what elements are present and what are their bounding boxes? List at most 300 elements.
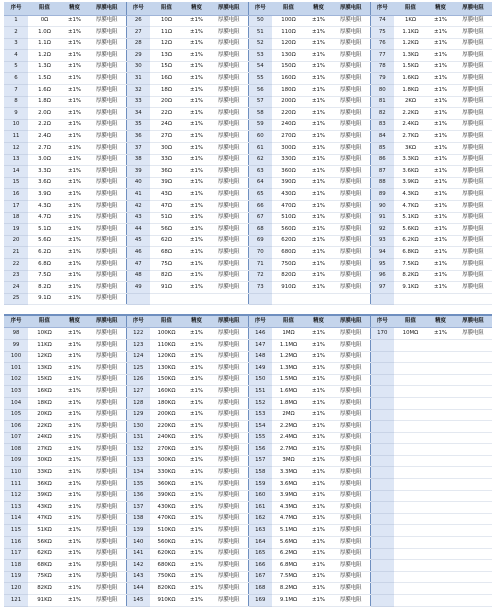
table-row: [4, 154, 492, 166]
index-cell: 107: [4, 432, 28, 444]
empty-cell: [454, 432, 492, 444]
table-row: [4, 189, 492, 201]
resistance-cell: 430Ω: [272, 189, 305, 201]
index-cell: 138: [126, 513, 150, 525]
resistance-cell: 7.5Ω: [28, 270, 61, 282]
table-body: [4, 2, 492, 606]
resistance-cell: 680KΩ: [150, 560, 183, 572]
precision-cell: ±1%: [183, 270, 210, 282]
resistance-cell: 91KΩ: [28, 595, 61, 607]
header-resistance: 阻值: [150, 2, 183, 15]
resistance-cell: 62Ω: [150, 235, 183, 247]
index-cell: 130: [126, 421, 150, 433]
type-cell: 厚膜电阻: [210, 166, 248, 178]
resistance-cell: 68KΩ: [28, 560, 61, 572]
precision-cell: ±1%: [61, 38, 88, 50]
index-cell: 30: [126, 61, 150, 73]
header-index: 序号: [4, 2, 28, 15]
precision-cell: ±1%: [305, 166, 332, 178]
resistance-cell: 1.1MΩ: [272, 339, 305, 351]
index-cell: 33: [126, 96, 150, 108]
resistance-cell: 5.6KΩ: [394, 224, 427, 236]
index-cell: 167: [248, 571, 272, 583]
type-cell: 厚膜电阻: [210, 583, 248, 595]
resistance-cell: 680Ω: [272, 247, 305, 259]
type-cell: 厚膜电阻: [210, 282, 248, 294]
table-row: [4, 386, 492, 398]
empty-cell: [394, 455, 427, 467]
type-cell: 厚膜电阻: [210, 467, 248, 479]
precision-cell: ±1%: [61, 397, 88, 409]
empty-cell: [427, 502, 454, 514]
resistance-cell: 68Ω: [150, 247, 183, 259]
precision-cell: ±1%: [183, 595, 210, 607]
header-precision: 精度: [427, 2, 454, 15]
index-cell: 98: [4, 328, 28, 340]
type-cell: 厚膜电阻: [88, 409, 126, 421]
index-cell: 132: [126, 444, 150, 456]
empty-cell: [370, 455, 394, 467]
empty-cell: [427, 397, 454, 409]
precision-cell: ±1%: [183, 38, 210, 50]
empty-cell: [370, 374, 394, 386]
index-cell: 65: [248, 189, 272, 201]
type-cell: 厚膜电阻: [88, 513, 126, 525]
index-cell: 74: [370, 15, 394, 27]
resistance-cell: 3.3MΩ: [272, 467, 305, 479]
precision-cell: ±1%: [183, 444, 210, 456]
resistance-cell: 3.9Ω: [28, 189, 61, 201]
type-cell: 厚膜电阻: [210, 339, 248, 351]
index-cell: 157: [248, 455, 272, 467]
precision-cell: ±1%: [427, 235, 454, 247]
empty-cell: [370, 479, 394, 491]
index-cell: 116: [4, 537, 28, 549]
empty-cell: [427, 455, 454, 467]
precision-cell: ±1%: [61, 548, 88, 560]
resistance-cell: 270KΩ: [150, 444, 183, 456]
type-cell: 厚膜电阻: [454, 96, 492, 108]
empty-cell: [370, 397, 394, 409]
resistance-cell: 360Ω: [272, 166, 305, 178]
empty-cell: [394, 467, 427, 479]
precision-cell: ±1%: [183, 560, 210, 572]
header-index: 序号: [370, 315, 394, 328]
precision-cell: ±1%: [61, 560, 88, 572]
index-cell: 126: [126, 374, 150, 386]
precision-cell: ±1%: [61, 479, 88, 491]
index-cell: 106: [4, 421, 28, 433]
type-cell: 厚膜电阻: [332, 258, 370, 270]
precision-cell: ±1%: [427, 50, 454, 62]
index-cell: 112: [4, 490, 28, 502]
resistance-cell: 91Ω: [150, 282, 183, 294]
header-resistance: 阻值: [394, 2, 427, 15]
resistance-cell: 620Ω: [272, 235, 305, 247]
resistance-cell: 200Ω: [272, 96, 305, 108]
resistance-cell: 180KΩ: [150, 397, 183, 409]
type-cell: 厚膜电阻: [210, 189, 248, 201]
precision-cell: ±1%: [183, 247, 210, 259]
empty-cell: [305, 293, 332, 305]
precision-cell: ±1%: [305, 189, 332, 201]
block-divider: [4, 305, 492, 315]
index-cell: 149: [248, 363, 272, 375]
type-cell: 厚膜电阻: [210, 351, 248, 363]
empty-cell: [454, 293, 492, 305]
precision-cell: ±1%: [305, 537, 332, 549]
resistance-cell: 100KΩ: [150, 328, 183, 340]
header-precision: 精度: [427, 315, 454, 328]
index-cell: 76: [370, 38, 394, 50]
precision-cell: ±1%: [61, 27, 88, 39]
empty-cell: [427, 583, 454, 595]
type-cell: 厚膜电阻: [332, 467, 370, 479]
header-index: 序号: [126, 315, 150, 328]
header-precision: 精度: [305, 2, 332, 15]
resistance-cell: 2.7KΩ: [394, 131, 427, 143]
resistance-cell: 11Ω: [150, 27, 183, 39]
header-index: 序号: [126, 2, 150, 15]
empty-cell: [454, 444, 492, 456]
index-cell: 87: [370, 166, 394, 178]
resistance-cell: 22KΩ: [28, 421, 61, 433]
index-cell: 153: [248, 409, 272, 421]
type-cell: 厚膜电阻: [88, 270, 126, 282]
index-cell: 69: [248, 235, 272, 247]
empty-cell: [427, 444, 454, 456]
precision-cell: ±1%: [61, 73, 88, 85]
type-cell: 厚膜电阻: [210, 154, 248, 166]
resistance-cell: 39KΩ: [28, 490, 61, 502]
type-cell: 厚膜电阻: [210, 328, 248, 340]
index-cell: 26: [126, 15, 150, 27]
type-cell: 厚膜电阻: [332, 15, 370, 27]
resistance-cell: 36KΩ: [28, 479, 61, 491]
precision-cell: ±1%: [183, 537, 210, 549]
resistance-cell: 330KΩ: [150, 467, 183, 479]
type-cell: 厚膜电阻: [332, 247, 370, 259]
precision-cell: ±1%: [183, 143, 210, 155]
precision-cell: ±1%: [305, 374, 332, 386]
type-cell: 厚膜电阻: [88, 212, 126, 224]
resistance-cell: 510KΩ: [150, 525, 183, 537]
table-row: [4, 27, 492, 39]
precision-cell: ±1%: [183, 467, 210, 479]
header-resistance: 阻值: [272, 2, 305, 15]
index-cell: 118: [4, 560, 28, 572]
type-cell: 厚膜电阻: [88, 38, 126, 50]
type-cell: 厚膜电阻: [454, 282, 492, 294]
resistance-cell: 2KΩ: [394, 96, 427, 108]
precision-cell: ±1%: [61, 96, 88, 108]
type-cell: 厚膜电阻: [88, 177, 126, 189]
precision-cell: ±1%: [61, 595, 88, 607]
precision-cell: ±1%: [183, 351, 210, 363]
precision-cell: ±1%: [183, 397, 210, 409]
divider-cell: [370, 305, 394, 315]
index-cell: 22: [4, 258, 28, 270]
index-cell: 1: [4, 15, 28, 27]
index-cell: 144: [126, 583, 150, 595]
precision-cell: ±1%: [183, 282, 210, 294]
type-cell: 厚膜电阻: [332, 595, 370, 607]
precision-cell: ±1%: [183, 85, 210, 97]
resistance-cell: 24KΩ: [28, 432, 61, 444]
precision-cell: ±1%: [183, 409, 210, 421]
resistance-cell: 5.1MΩ: [272, 525, 305, 537]
index-cell: 2: [4, 27, 28, 39]
resistance-cell: 1.3MΩ: [272, 363, 305, 375]
resistance-cell: 3MΩ: [272, 455, 305, 467]
resistance-cell: 220KΩ: [150, 421, 183, 433]
resistance-cell: 22Ω: [150, 108, 183, 120]
index-cell: 155: [248, 432, 272, 444]
precision-cell: ±1%: [305, 525, 332, 537]
empty-cell: [454, 583, 492, 595]
index-cell: 125: [126, 363, 150, 375]
resistance-cell: 16Ω: [150, 73, 183, 85]
index-cell: 81: [370, 96, 394, 108]
index-cell: 109: [4, 455, 28, 467]
type-cell: 厚膜电阻: [454, 258, 492, 270]
index-cell: 55: [248, 73, 272, 85]
empty-cell: [454, 560, 492, 572]
resistance-cell: 9.1KΩ: [394, 282, 427, 294]
type-cell: 厚膜电阻: [454, 224, 492, 236]
type-cell: 厚膜电阻: [332, 119, 370, 131]
type-cell: 厚膜电阻: [210, 61, 248, 73]
index-cell: 111: [4, 479, 28, 491]
empty-cell: [394, 537, 427, 549]
empty-cell: [394, 560, 427, 572]
resistance-cell: 3.6Ω: [28, 177, 61, 189]
resistance-cell: 360KΩ: [150, 479, 183, 491]
index-cell: 4: [4, 50, 28, 62]
type-cell: 厚膜电阻: [88, 444, 126, 456]
resistance-cell: 39Ω: [150, 177, 183, 189]
table-row: [4, 143, 492, 155]
precision-cell: ±1%: [61, 224, 88, 236]
index-cell: 21: [4, 247, 28, 259]
index-cell: 17: [4, 201, 28, 213]
type-cell: 厚膜电阻: [210, 27, 248, 39]
resistance-cell: 33KΩ: [28, 467, 61, 479]
index-cell: 3: [4, 38, 28, 50]
precision-cell: ±1%: [183, 50, 210, 62]
precision-cell: ±1%: [427, 258, 454, 270]
precision-cell: ±1%: [305, 61, 332, 73]
precision-cell: ±1%: [183, 455, 210, 467]
type-cell: 厚膜电阻: [210, 386, 248, 398]
resistance-cell: 1.8MΩ: [272, 397, 305, 409]
table-row: [4, 293, 492, 305]
index-cell: 110: [4, 467, 28, 479]
type-cell: 厚膜电阻: [332, 201, 370, 213]
type-cell: 厚膜电阻: [332, 224, 370, 236]
type-cell: 厚膜电阻: [88, 467, 126, 479]
header-type: 厚膜电阻: [454, 315, 492, 328]
index-cell: 93: [370, 235, 394, 247]
precision-cell: ±1%: [305, 328, 332, 340]
empty-cell: [454, 571, 492, 583]
type-cell: 厚膜电阻: [454, 108, 492, 120]
index-cell: 12: [4, 143, 28, 155]
table-row: [4, 444, 492, 456]
type-cell: 厚膜电阻: [454, 73, 492, 85]
divider-cell: [210, 305, 248, 315]
type-cell: 厚膜电阻: [88, 421, 126, 433]
precision-cell: ±1%: [61, 328, 88, 340]
type-cell: 厚膜电阻: [210, 247, 248, 259]
resistor-table: [4, 2, 492, 607]
type-cell: 厚膜电阻: [210, 224, 248, 236]
precision-cell: ±1%: [61, 15, 88, 27]
type-cell: 厚膜电阻: [210, 201, 248, 213]
index-cell: 48: [126, 270, 150, 282]
empty-cell: [427, 293, 454, 305]
type-cell: 厚膜电阻: [332, 386, 370, 398]
empty-cell: [370, 548, 394, 560]
resistance-cell: 240Ω: [272, 119, 305, 131]
precision-cell: ±1%: [305, 444, 332, 456]
header-resistance: 阻值: [394, 315, 427, 328]
index-cell: 82: [370, 108, 394, 120]
precision-cell: ±1%: [183, 119, 210, 131]
precision-cell: ±1%: [305, 15, 332, 27]
empty-cell: [427, 490, 454, 502]
header-resistance: 阻值: [28, 315, 61, 328]
resistance-cell: 1.8KΩ: [394, 85, 427, 97]
precision-cell: ±1%: [61, 374, 88, 386]
index-cell: 100: [4, 351, 28, 363]
resistance-cell: 300KΩ: [150, 455, 183, 467]
resistance-cell: 510Ω: [272, 212, 305, 224]
precision-cell: ±1%: [427, 85, 454, 97]
divider-cell: [248, 305, 272, 315]
empty-cell: [427, 595, 454, 607]
index-cell: 97: [370, 282, 394, 294]
type-cell: 厚膜电阻: [88, 73, 126, 85]
resistance-cell: 120Ω: [272, 38, 305, 50]
index-cell: 59: [248, 119, 272, 131]
empty-cell: [427, 421, 454, 433]
precision-cell: ±1%: [183, 61, 210, 73]
header-index: 序号: [248, 315, 272, 328]
resistance-cell: 430KΩ: [150, 502, 183, 514]
precision-cell: ±1%: [305, 177, 332, 189]
resistance-cell: 470KΩ: [150, 513, 183, 525]
resistance-cell: 56Ω: [150, 224, 183, 236]
resistance-cell: 2.7Ω: [28, 143, 61, 155]
type-cell: 厚膜电阻: [88, 328, 126, 340]
type-cell: 厚膜电阻: [454, 15, 492, 27]
index-cell: 119: [4, 571, 28, 583]
type-cell: 厚膜电阻: [88, 537, 126, 549]
index-cell: 16: [4, 189, 28, 201]
index-cell: 147: [248, 339, 272, 351]
divider-cell: [454, 305, 492, 315]
precision-cell: ±1%: [305, 119, 332, 131]
precision-cell: ±1%: [305, 201, 332, 213]
precision-cell: ±1%: [61, 571, 88, 583]
type-cell: 厚膜电阻: [210, 177, 248, 189]
precision-cell: ±1%: [183, 525, 210, 537]
type-cell: 厚膜电阻: [210, 38, 248, 50]
empty-cell: [370, 595, 394, 607]
table-row: [4, 258, 492, 270]
index-cell: 108: [4, 444, 28, 456]
type-cell: 厚膜电阻: [210, 502, 248, 514]
index-cell: 49: [126, 282, 150, 294]
type-cell: 厚膜电阻: [332, 96, 370, 108]
resistance-cell: 1.6KΩ: [394, 73, 427, 85]
table-row: [4, 467, 492, 479]
header-precision: 精度: [61, 2, 88, 15]
index-cell: 67: [248, 212, 272, 224]
index-cell: 23: [4, 270, 28, 282]
precision-cell: ±1%: [183, 235, 210, 247]
header-resistance: 阻值: [28, 2, 61, 15]
resistance-cell: 36Ω: [150, 166, 183, 178]
empty-cell: [427, 548, 454, 560]
type-cell: 厚膜电阻: [332, 397, 370, 409]
type-cell: 厚膜电阻: [332, 421, 370, 433]
empty-cell: [427, 351, 454, 363]
index-cell: 121: [4, 595, 28, 607]
type-cell: 厚膜电阻: [88, 293, 126, 305]
index-cell: 47: [126, 258, 150, 270]
empty-cell: [370, 467, 394, 479]
precision-cell: ±1%: [61, 282, 88, 294]
index-cell: 86: [370, 154, 394, 166]
resistance-cell: 270Ω: [272, 131, 305, 143]
empty-cell: [454, 525, 492, 537]
header-type: 厚膜电阻: [88, 2, 126, 15]
precision-cell: ±1%: [427, 15, 454, 27]
index-cell: 31: [126, 73, 150, 85]
index-cell: 45: [126, 235, 150, 247]
index-cell: 44: [126, 224, 150, 236]
resistance-cell: 820KΩ: [150, 583, 183, 595]
precision-cell: ±1%: [427, 96, 454, 108]
precision-cell: ±1%: [61, 537, 88, 549]
precision-cell: ±1%: [61, 85, 88, 97]
type-cell: 厚膜电阻: [210, 235, 248, 247]
resistance-cell: 1MΩ: [272, 328, 305, 340]
precision-cell: ±1%: [61, 270, 88, 282]
index-cell: 72: [248, 270, 272, 282]
precision-cell: ±1%: [427, 27, 454, 39]
resistance-cell: 12Ω: [150, 38, 183, 50]
type-cell: 厚膜电阻: [88, 583, 126, 595]
table-row: [4, 270, 492, 282]
type-cell: 厚膜电阻: [88, 339, 126, 351]
type-cell: 厚膜电阻: [210, 397, 248, 409]
precision-cell: ±1%: [427, 131, 454, 143]
type-cell: 厚膜电阻: [454, 27, 492, 39]
precision-cell: ±1%: [61, 154, 88, 166]
type-cell: 厚膜电阻: [454, 50, 492, 62]
index-cell: 25: [4, 293, 28, 305]
index-cell: 160: [248, 490, 272, 502]
type-cell: 厚膜电阻: [332, 571, 370, 583]
table-row: [4, 50, 492, 62]
precision-cell: ±1%: [61, 201, 88, 213]
divider-cell: [88, 305, 126, 315]
precision-cell: ±1%: [183, 421, 210, 433]
resistance-cell: 1.5Ω: [28, 73, 61, 85]
